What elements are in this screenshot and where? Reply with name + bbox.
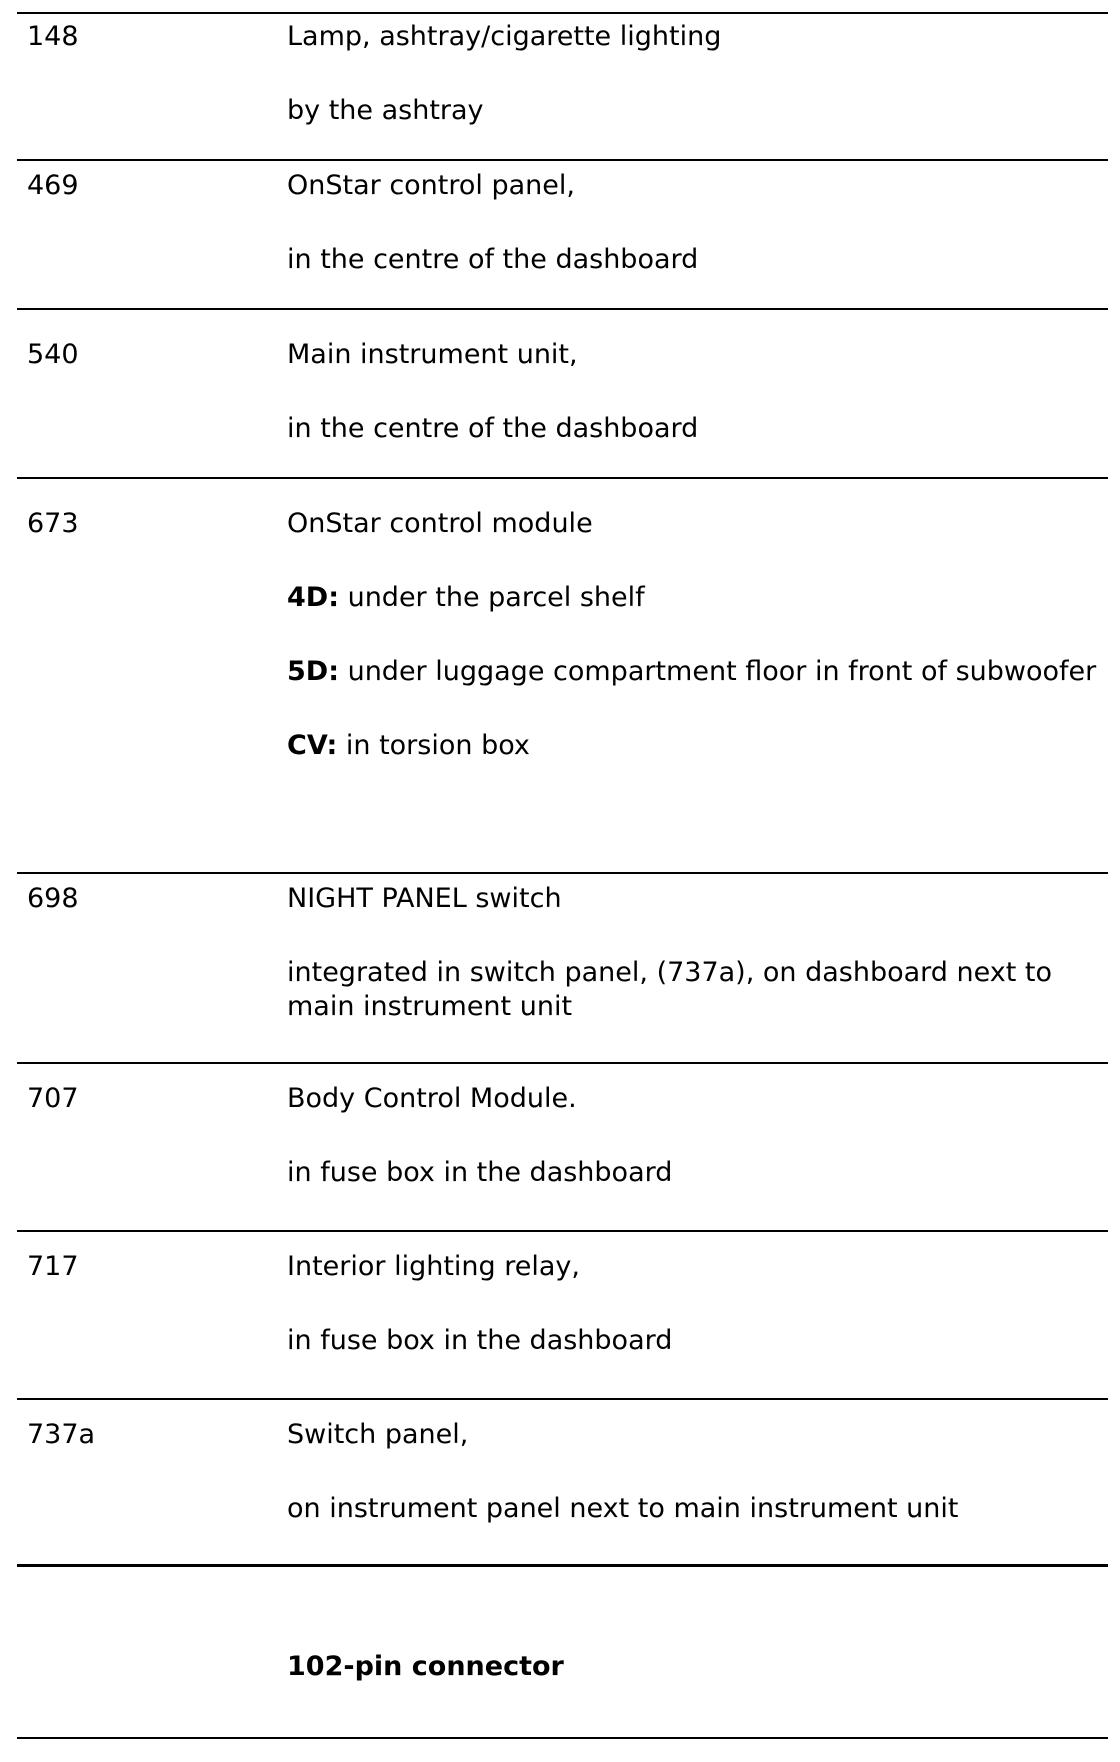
variant-label: CV: [287,730,338,761]
component-location: on instrument panel next to main instrument unit [287,1493,959,1524]
component-title: OnStar control panel, [287,170,575,201]
variant-cv [287,729,1102,763]
component-title: Switch panel, [287,1419,469,1450]
variant-text: under luggage compartment floor in front of subwoofer [339,656,1097,687]
row-divider [17,1398,1108,1400]
component-description [287,1250,1102,1358]
component-title: OnStar control module [287,508,593,539]
component-description [287,507,1102,763]
variant-4d [287,581,1102,615]
component-code: 737a [27,1419,96,1450]
component-location: in fuse box in the dashboard [287,1325,673,1356]
component-title: Interior lighting relay, [287,1251,580,1282]
component-description [287,338,1102,446]
component-code: 469 [27,170,79,201]
component-description [287,882,1102,1024]
component-code: 148 [27,21,79,52]
component-description [287,169,1102,277]
variant-label: 5D: [287,656,339,687]
variant-5d [287,655,1102,689]
variant-text: in torsion box [337,730,530,761]
row-divider [17,1062,1108,1064]
component-description [287,1082,1102,1190]
component-location: by the ashtray [287,95,484,126]
component-description [287,1418,1102,1526]
component-location: integrated in switch panel, (737a), on dashboard next to main instrument unit [287,957,1053,1022]
component-location: in fuse box in the dashboard [287,1157,673,1188]
component-title: NIGHT PANEL switch [287,883,562,914]
table-top-rule [17,12,1108,14]
row-divider [17,477,1108,479]
component-code: 717 [27,1251,79,1282]
row-divider [17,159,1108,161]
component-code: 673 [27,508,79,539]
connector-heading: 102-pin connector [287,1651,564,1682]
component-code: 698 [27,883,79,914]
row-divider [17,308,1108,310]
component-title: Lamp, ashtray/cigarette lighting [287,21,722,52]
component-location: in the centre of the dashboard [287,244,699,275]
component-title: Body Control Module. [287,1083,577,1114]
component-code: 707 [27,1083,79,1114]
component-code: 540 [27,339,79,370]
variant-label: 4D: [287,582,339,613]
component-title: Main instrument unit, [287,339,578,370]
component-description [287,20,1102,128]
row-divider [17,1230,1108,1232]
component-location: in the centre of the dashboard [287,413,699,444]
table-bottom-rule [17,1737,1108,1739]
row-divider [17,1564,1108,1567]
row-divider [17,872,1108,874]
variant-text: under the parcel shelf [339,582,645,613]
